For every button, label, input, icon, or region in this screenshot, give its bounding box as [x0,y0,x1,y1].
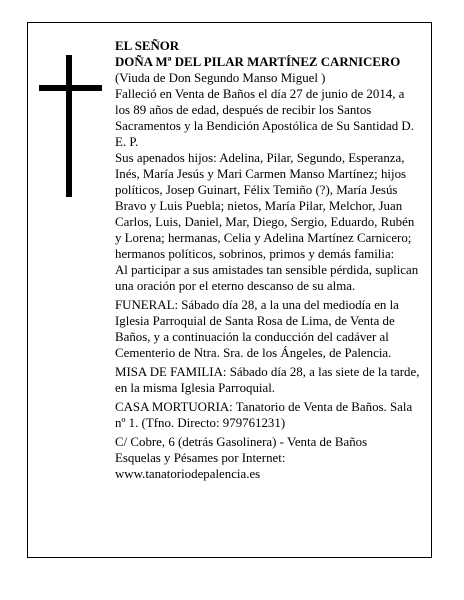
widow-note: (Viuda de Don Segundo Manso Miguel ) [115,71,326,85]
cross-vertical-bar [66,55,72,197]
condolences-label: Esquelas y Pésames por Internet: [115,451,286,465]
death-notice: Falleció en Venta de Baños el día 27 de junio de 2014, a los 89 años de edad, después de recibir los Santos Sacramentos y la Bendición Apostólica de Su Santidad D. E. P. [115,87,414,149]
deceased-name: DOÑA Mª DEL PILAR MARTÍNEZ CARNICERO [115,55,401,69]
funeral-info: FUNERAL: Sábado día 28, a la una del mediodía en la Iglesia Parroquial de Santa Rosa de Lima, de Venta de Baños, y a continuación la conducción del cadáver al Cementerio de Ntra. Sra. de los Ángeles, de Palencia. [115,298,399,360]
family-list: Sus apenados hijos: Adelina, Pilar, Segundo, Esperanza, Inés, María Jesús y Mari Carmen Manso Martínez; hijos políticos, Josep Guinart, Félix Temiño (?), María Jesús Bravo y Luis Puebla; nietos, María Pilar, Melchor, Juan Carlos, Luis, Daniel, Mar, Diego, Sergio, Eduardo, Rubén y Lorena; hermanas, Celia y Adelina Martínez Carnicero; hermanos políticos, sobrinos, primos y demás familia: [115,151,415,261]
cross-horizontal-bar [39,85,102,91]
cross-icon [39,55,102,197]
family-mass-info: MISA DE FAMILIA: Sábado día 28, a las siete de la tarde, en la misma Iglesia Parroquial. [115,365,420,395]
mortuary-address: C/ Cobre, 6 (detrás Gasolinera) - Venta de Baños [115,435,368,449]
obituary-text [115,38,420,482]
header-line-1: EL SEÑOR [115,39,180,53]
mortuary-info: CASA MORTUORIA: Tanatorio de Venta de Baños. Sala nº 1. (Tfno. Directo: 979761231) [115,400,413,430]
website-link[interactable]: www.tanatoriodepalencia.es [115,467,261,481]
prayer-request: Al participar a sus amistades tan sensible pérdida, suplican una oración por el eterno descanso de su alma. [115,263,419,293]
